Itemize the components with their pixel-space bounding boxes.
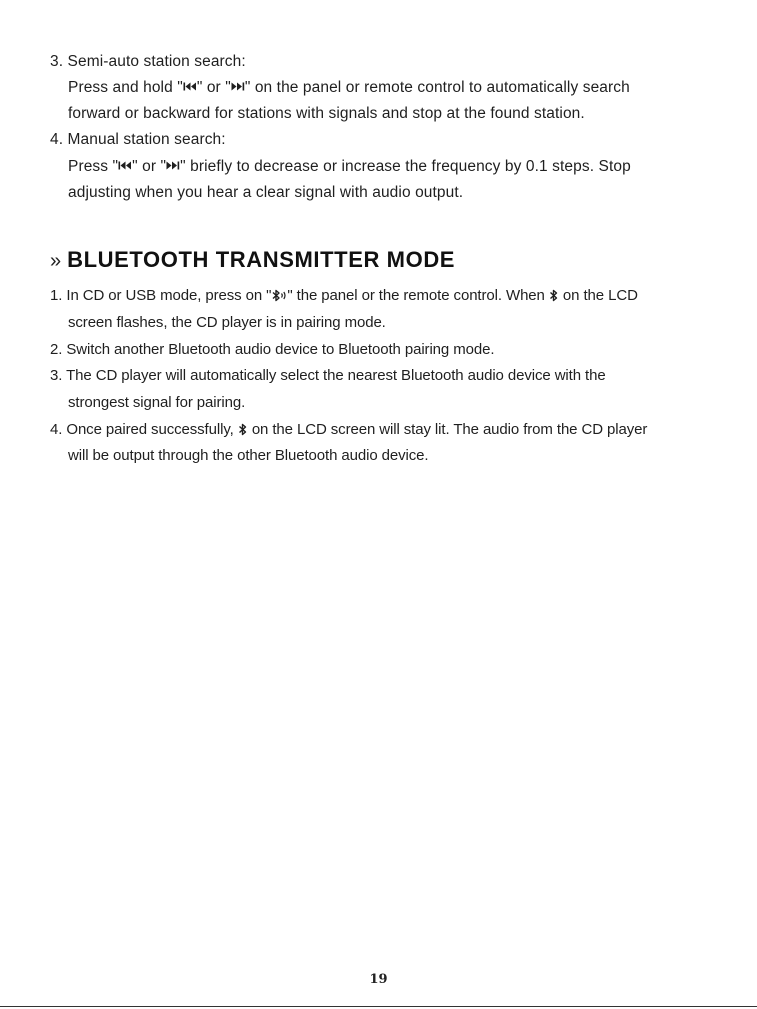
bluetooth-step-1-line-1: 1. In CD or USB mode, press on " " the panel or the remote control. When on the LCD	[50, 287, 638, 304]
manual-search-line-2: adjusting when you hear a clear signal with audio output.	[68, 184, 464, 201]
bluetooth-icon	[238, 423, 248, 436]
bluetooth-icon	[549, 289, 559, 302]
section-heading	[50, 246, 455, 275]
bluetooth-signal-icon	[271, 289, 287, 302]
bluetooth-step-3-line-1: 3. The CD player will automatically select the nearest Bluetooth audio device with the	[50, 367, 606, 384]
semi-auto-search-title: 3. Semi-auto station search:	[50, 53, 246, 70]
manual-search-line-1: Press " " or " " briefly to decrease or increase the frequency by 0.1 steps. Stop	[68, 158, 631, 175]
semi-auto-search-line-2: forward or backward for stations with signals and stop at the found station.	[68, 105, 585, 122]
bluetooth-step-2: 2. Switch another Bluetooth audio device to Bluetooth pairing mode.	[50, 341, 495, 358]
manual-search-title: 4. Manual station search:	[50, 131, 226, 148]
skip-next-icon	[231, 82, 245, 91]
skip-previous-icon	[118, 161, 132, 170]
footer-divider	[0, 1006, 757, 1007]
semi-auto-search-line-1: Press and hold " " or " " on the panel or remote control to automatically search	[68, 79, 630, 96]
chevron-right-icon: »	[50, 250, 62, 272]
bluetooth-step-4-line-2: will be output through the other Bluetooth audio device.	[68, 447, 429, 464]
page-number: 19	[369, 972, 388, 987]
skip-previous-icon	[183, 82, 197, 91]
bluetooth-step-1-line-2: screen flashes, the CD player is in pairing mode.	[68, 314, 386, 331]
bluetooth-step-3-line-2: strongest signal for pairing.	[68, 394, 246, 411]
skip-next-icon	[166, 161, 180, 170]
section-heading-text: BLUETOOTH TRANSMITTER MODE	[67, 247, 456, 272]
bluetooth-step-4-line-1: 4. Once paired successfully, on the LCD screen will stay lit. The audio from the CD player	[50, 421, 648, 438]
